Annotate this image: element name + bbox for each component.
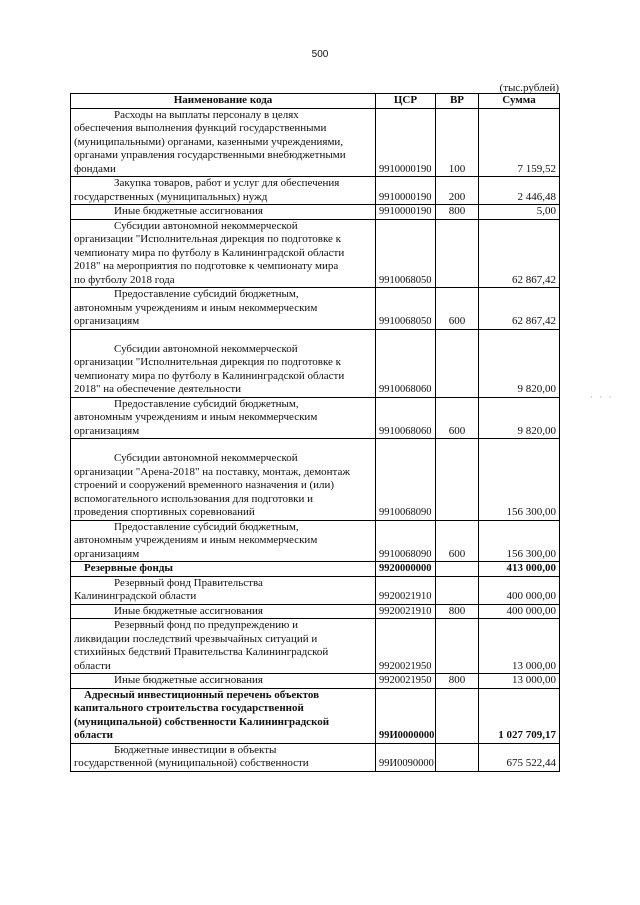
- row-name-line: (муниципальными) органами, казенными учреждениями,: [74, 135, 344, 148]
- row-name: [71, 205, 376, 220]
- row-name-line: чемпионату мира по футболу в Калининградской области: [74, 246, 345, 259]
- table-body: [71, 108, 560, 771]
- row-csr-code: 99И0090000: [376, 743, 436, 771]
- row-csr-code: 9920021910: [376, 576, 436, 604]
- column-header-vr: ВР: [436, 94, 479, 109]
- row-sum: 13 000,00: [479, 619, 560, 674]
- table-row: [71, 604, 560, 619]
- row-name-line: Предоставление субсидий бюджетным,: [114, 520, 299, 533]
- row-name: [71, 688, 376, 743]
- row-csr-code: 9910068060: [376, 329, 436, 397]
- column-header-sum: Сумма: [479, 94, 560, 109]
- row-vr-code: [436, 743, 479, 771]
- row-csr-code: 9920021910: [376, 604, 436, 619]
- row-name-line: организациям: [74, 547, 140, 560]
- row-csr-code: 9910000190: [376, 177, 436, 205]
- row-name: [71, 439, 376, 521]
- row-name: [71, 329, 376, 397]
- column-header-name: Наименование кода: [71, 94, 376, 109]
- row-vr-code: [436, 219, 479, 288]
- row-name-line: строений и сооружений временного назначения и (или): [74, 479, 335, 491]
- row-name-line: (муниципальной) собственности Калининградской: [74, 715, 330, 728]
- row-name: [71, 219, 376, 288]
- column-header-csr: ЦСР: [376, 94, 436, 109]
- row-name-line: автономным учреждениям и иным некоммерческим: [74, 534, 318, 546]
- row-sum: 675 522,44: [479, 743, 560, 771]
- row-name-line: государственных (муниципальных) нужд: [74, 190, 268, 203]
- row-vr-code: 200: [436, 177, 479, 205]
- row-name: [71, 177, 376, 205]
- row-name-line: Предоставление субсидий бюджетным,: [114, 288, 299, 300]
- row-vr-code: 800: [436, 674, 479, 689]
- row-sum: 400 000,00: [479, 604, 560, 619]
- row-name-line: области: [74, 659, 111, 672]
- table-row: [71, 562, 560, 577]
- table-header-row: [71, 94, 560, 109]
- row-sum: 9 820,00: [479, 397, 560, 439]
- row-name-line: Закупка товаров, работ и услуг для обеспечения: [114, 177, 340, 189]
- row-vr-code: [436, 439, 479, 521]
- budget-table: [70, 93, 560, 772]
- row-csr-code: 99И0000000: [376, 688, 436, 743]
- row-vr-code: 600: [436, 520, 479, 562]
- row-name: [71, 674, 376, 689]
- row-vr-code: 800: [436, 205, 479, 220]
- row-name-line: Калининградской области: [74, 590, 197, 602]
- row-name-line: Иные бюджетные ассигнования: [114, 604, 263, 617]
- row-name-line: Субсидии автономной некоммерческой: [114, 219, 298, 232]
- row-name: [71, 108, 376, 177]
- table-row: [71, 397, 560, 439]
- row-name: [71, 562, 376, 577]
- row-name-line: Предоставление субсидий бюджетным,: [114, 397, 299, 410]
- row-sum: 13 000,00: [479, 674, 560, 689]
- table-row: [71, 205, 560, 220]
- table-row: [71, 439, 560, 521]
- table-row: [71, 288, 560, 330]
- row-name: [71, 604, 376, 619]
- table-row: [71, 329, 560, 397]
- row-sum: 62 867,42: [479, 288, 560, 330]
- row-csr-code: 9910000190: [376, 205, 436, 220]
- table-row: [71, 177, 560, 205]
- row-name-line: организациям: [74, 424, 140, 437]
- row-name-line: органами управления государственными внебюджетными: [74, 149, 346, 161]
- row-csr-code: 9910068050: [376, 219, 436, 288]
- row-name: [71, 619, 376, 674]
- row-vr-code: [436, 688, 479, 743]
- row-name-line: фондами: [74, 162, 116, 175]
- table-row: [71, 108, 560, 177]
- row-vr-code: 600: [436, 288, 479, 330]
- row-vr-code: [436, 562, 479, 577]
- page-number: 500: [311, 49, 329, 60]
- row-name-line: Иные бюджетные ассигнования: [114, 205, 263, 217]
- row-sum: 62 867,42: [479, 219, 560, 288]
- table-row: [71, 743, 560, 771]
- row-name-line: 2018" на обеспечение деятельности: [74, 383, 242, 395]
- row-vr-code: [436, 576, 479, 604]
- row-name-line: организации "Арена-2018" на поставку, монтаж, демонтаж: [74, 465, 350, 478]
- row-sum: 2 446,48: [479, 177, 560, 205]
- row-name: [71, 576, 376, 604]
- row-name-line: организации "Исполнительная дирекция по подготовке к: [74, 233, 341, 245]
- row-sum: 400 000,00: [479, 576, 560, 604]
- row-sum: 7 159,52: [479, 108, 560, 177]
- row-csr-code: 9910068090: [376, 520, 436, 562]
- row-csr-code: 9920021950: [376, 619, 436, 674]
- row-name-line: проведения спортивных соревнований: [74, 506, 255, 518]
- row-name-line: стихийных бедствий Правительства Калининградской: [74, 646, 329, 658]
- row-csr-code: 9910068090: [376, 439, 436, 521]
- table-row: [71, 619, 560, 674]
- row-name-line: области: [74, 729, 114, 741]
- row-name-line: ликвидации последствий чрезвычайных ситуаций и: [74, 632, 318, 645]
- row-csr-code: 9910068060: [376, 397, 436, 439]
- row-vr-code: 600: [436, 397, 479, 439]
- row-name-line: Адресный инвестиционный перечень объектов: [84, 688, 320, 701]
- row-name-line: автономным учреждениям и иным некоммерческим: [74, 301, 318, 314]
- row-name-line: Субсидии автономной некоммерческой: [114, 452, 298, 464]
- row-name-line: Субсидии автономной некоммерческой: [114, 342, 298, 355]
- table-row: [71, 576, 560, 604]
- row-name-line: организациям: [74, 315, 140, 327]
- row-sum: 156 300,00: [479, 439, 560, 521]
- row-csr-code: 9910068050: [376, 288, 436, 330]
- row-sum: 413 000,00: [479, 562, 560, 577]
- row-vr-code: [436, 329, 479, 397]
- table-row: [71, 520, 560, 562]
- row-sum: 9 820,00: [479, 329, 560, 397]
- row-name: [71, 397, 376, 439]
- table-row: [71, 219, 560, 288]
- row-name-line: 2018" на мероприятия по подготовке к чемпионату мира: [74, 260, 339, 272]
- row-name-line: автономным учреждениям и иным некоммерческим: [74, 411, 318, 423]
- row-name-line: организации "Исполнительная дирекция по подготовке к: [74, 356, 341, 368]
- row-name: [71, 288, 376, 330]
- row-name-line: чемпионату мира по футболу в Калининградской области: [74, 369, 345, 382]
- units-note: (тыс.рублей): [499, 82, 559, 94]
- row-vr-code: 100: [436, 108, 479, 177]
- row-sum: 5,00: [479, 205, 560, 220]
- row-name-line: капитального строительства государственной: [74, 702, 304, 714]
- row-csr-code: 9920000000: [376, 562, 436, 577]
- row-name-line: Расходы на выплаты персоналу в целях: [114, 108, 299, 121]
- scan-artifact: · · ·: [590, 392, 614, 402]
- row-sum: 156 300,00: [479, 520, 560, 562]
- row-csr-code: 9920021950: [376, 674, 436, 689]
- row-name-line: Иные бюджетные ассигнования: [114, 674, 263, 686]
- row-name-line: Резервные фонды: [84, 562, 173, 574]
- row-name-line: Резервный фонд Правительства: [114, 576, 263, 589]
- row-name-line: вспомогательного использования для подготовки и: [74, 492, 314, 505]
- row-name-line: государственной (муниципальной) собственности: [74, 757, 309, 769]
- table-row: [71, 688, 560, 743]
- row-vr-code: 800: [436, 604, 479, 619]
- table-row: [71, 674, 560, 689]
- row-csr-code: 9910000190: [376, 108, 436, 177]
- row-sum: 1 027 709,17: [479, 688, 560, 743]
- row-vr-code: [436, 619, 479, 674]
- row-name: [71, 743, 376, 771]
- row-name: [71, 520, 376, 562]
- row-name-line: Бюджетные инвестиции в объекты: [114, 743, 277, 756]
- row-name-line: обеспечения выполнения функций государственными: [74, 122, 327, 134]
- row-name-line: по футболу 2018 года: [74, 273, 175, 286]
- row-name-line: Резервный фонд по предупреждению и: [114, 619, 299, 631]
